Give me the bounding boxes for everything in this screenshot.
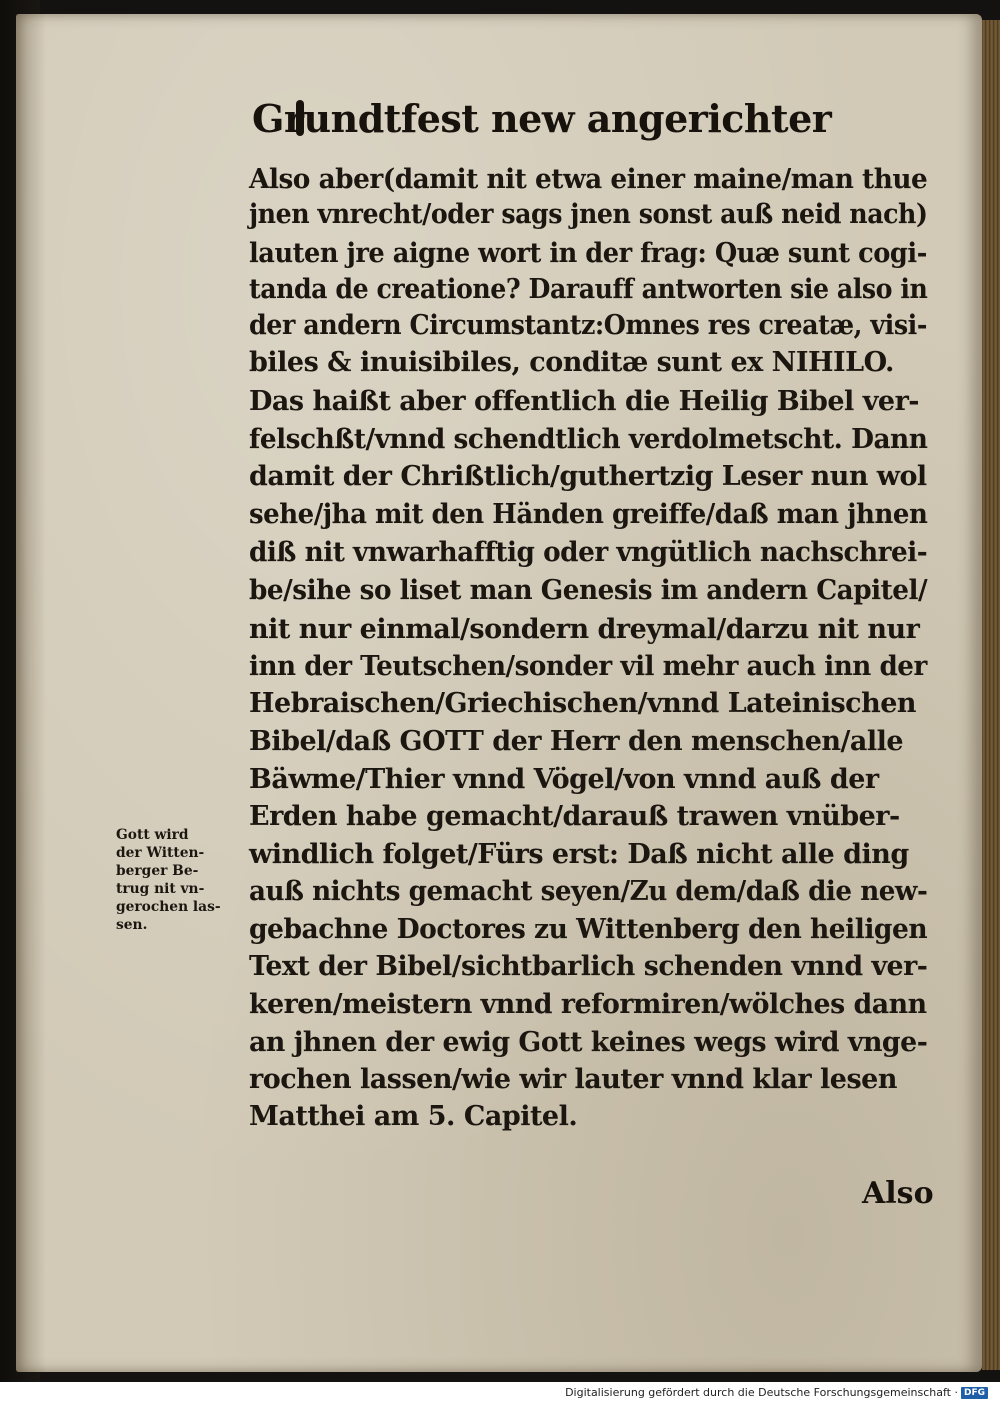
- body-line: gebachne Doctores zu Wittenberg den heiligen: [249, 914, 928, 945]
- marginal-note-line: der Witten-: [116, 845, 205, 861]
- body-line: diß nit vnwarhafftig oder vngütlich nachschrei-: [249, 537, 928, 568]
- footer-credit-text: Digitalisierung gefördert durch die Deutsche Forschungsgemeinschaft ·: [565, 1386, 958, 1399]
- dfg-logo-icon: DFG: [961, 1387, 988, 1399]
- body-line: biles & inuisibiles, conditæ sunt ex NIHILO.: [249, 347, 894, 378]
- body-line: rochen lassen/wie wir lauter vnnd klar lesen: [249, 1064, 897, 1095]
- body-line: Also aber(damit nit etwa einer maine/man thue: [249, 164, 928, 195]
- marginal-note-line: berger Be-: [116, 863, 199, 879]
- body-line: tanda de creatione? Darauff antworten sie also in: [249, 274, 928, 305]
- body-line: inn der Teutschen/sonder vil mehr auch inn der: [249, 651, 927, 682]
- body-line: auß nichts gemacht seyen/Zu dem/daß die new-: [249, 876, 928, 907]
- body-line: lauten jre aigne wort in der frag: Quæ sunt cogi-: [249, 238, 927, 269]
- body-line: felschßt/vnnd schendtlich verdolmetscht. Dann: [249, 424, 928, 455]
- catchword: Also: [862, 1176, 934, 1211]
- body-line: Text der Bibel/sichtbarlich schenden vnnd ver-: [249, 951, 928, 982]
- body-line: Bibel/daß GOTT der Herr den menschen/alle: [249, 726, 904, 757]
- body-line: nit nur einmal/sondern dreymal/darzu nit nur: [249, 614, 920, 645]
- marginal-note-line: gerochen las-: [116, 899, 221, 915]
- body-line: be/sihe so liset man Genesis im andern Capitel/: [249, 575, 928, 606]
- page-edge-stack: [982, 20, 1000, 1370]
- body-line: der andern Circumstantz:Omnes res creatæ, visi-: [249, 310, 927, 341]
- body-line: Matthei am 5. Capitel.: [249, 1101, 578, 1132]
- marginal-note: [116, 826, 250, 934]
- marginal-note-line: Gott wird: [116, 827, 189, 843]
- body-line: Das haißt aber offentlich die Heilig Bibel ver-: [249, 386, 919, 417]
- body-line: Hebraischen/Griechischen/vnnd Lateinischen: [249, 688, 917, 719]
- body-line: sehe/jha mit den Händen greiffe/daß man jhnen: [249, 499, 928, 530]
- body-line: Erden habe gemacht/darauß trawen vnüber-: [249, 801, 900, 832]
- gutter-shadow: [16, 14, 46, 1372]
- body-line: an jhnen der ewig Gott keines wegs wird vnge-: [249, 1027, 928, 1058]
- marginal-note-line: trug nit vn-: [116, 881, 205, 897]
- body-line: keren/meistern vnnd reformiren/wölches dann: [249, 989, 927, 1020]
- marginal-note-line: sen.: [116, 917, 148, 933]
- body-line: windlich folget/Fürs erst: Daß nicht alle ding: [249, 839, 909, 870]
- running-head: Grundtfest new angerichter: [252, 96, 832, 141]
- body-line: Bäwme/Thier vnnd Vögel/von vnnd auß der: [249, 764, 879, 795]
- body-line: jnen vnrecht/oder sags jnen sonst auß neid nach): [249, 199, 928, 230]
- footer-credit: [565, 1386, 988, 1399]
- body-line: damit der Chrißtlich/guthertzig Leser nun wol: [249, 461, 927, 492]
